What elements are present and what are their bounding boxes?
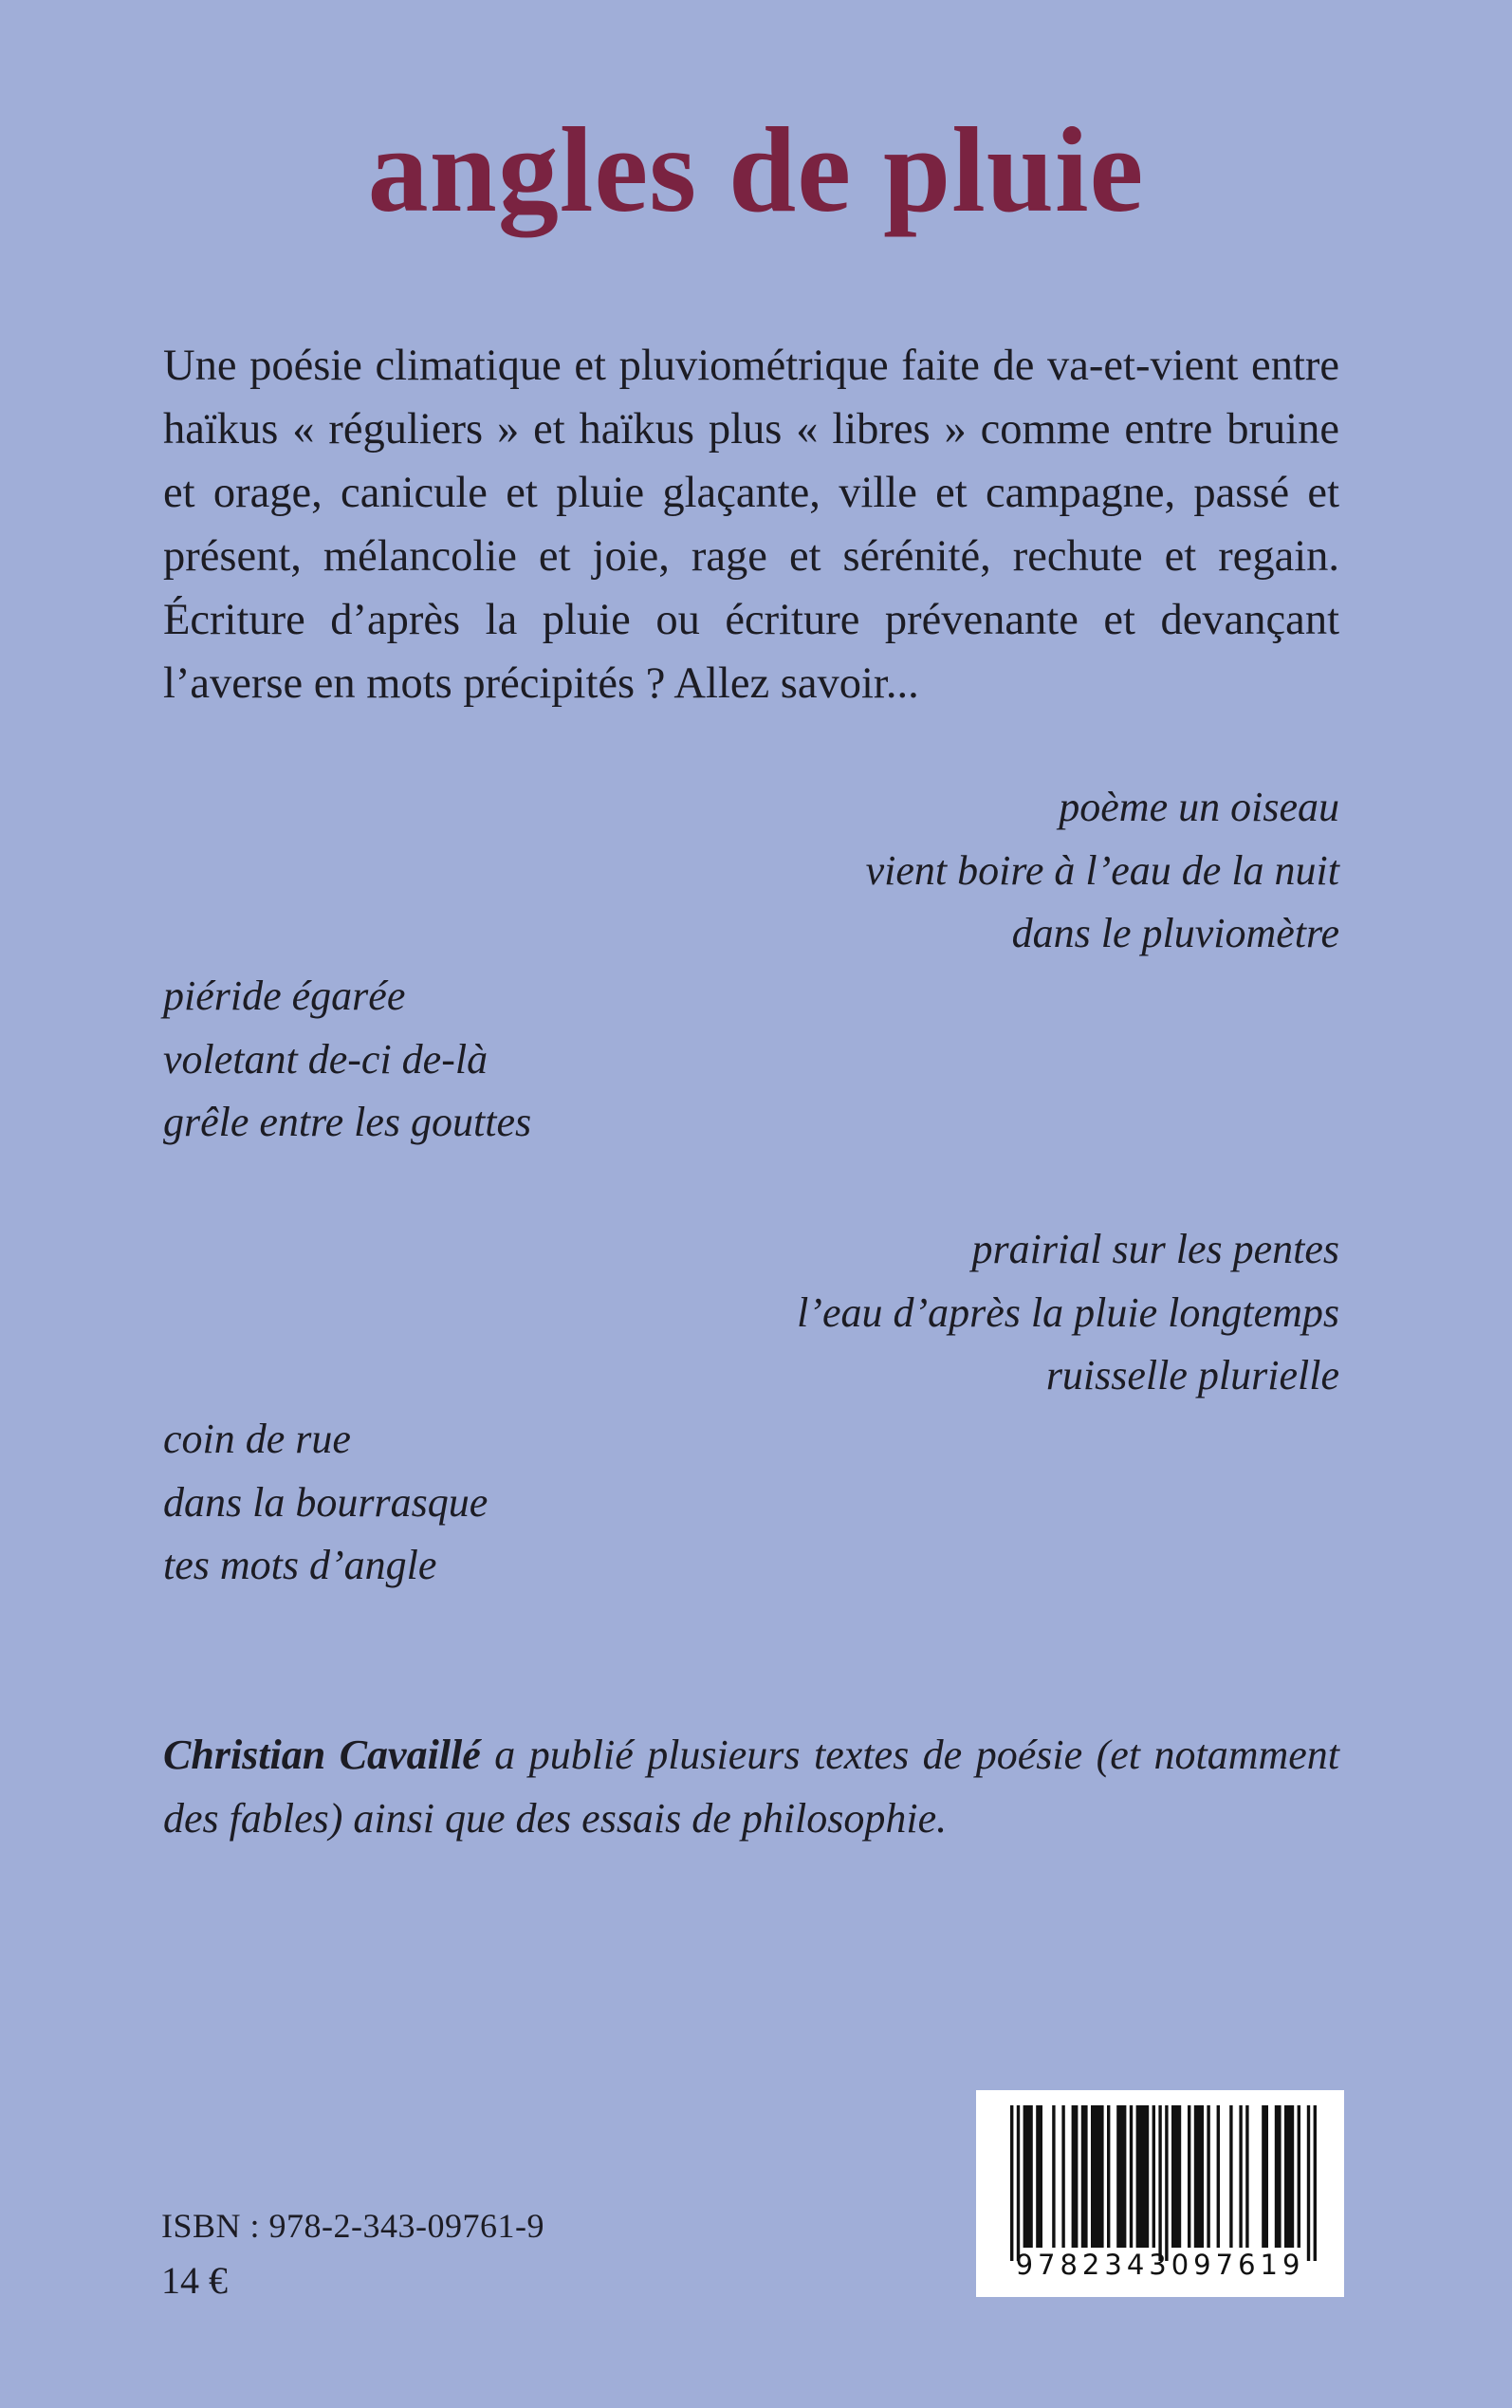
barcode-bar <box>1284 2105 1294 2248</box>
barcode-bar <box>1194 2105 1204 2248</box>
barcode-bar <box>1207 2105 1209 2248</box>
back-cover-blurb: Une poésie climatique et pluviométrique faite de va-et-vient entre haïkus « réguliers » et haïkus plus « libres » comme entre bruine et orage, canicule et pluie glaçante, ville et campagne, passé et présent, mélancolie et joie, rage et sérénité, rechute et regain. Écriture d’après la pluie ou écriture prévenante et devançant l’averse en mots précipités ? Allez savoir... <box>163 342 1339 708</box>
barcode-bar <box>1165 2105 1168 2261</box>
barcode-bar <box>1158 2105 1161 2261</box>
barcode-bar <box>1245 2105 1248 2248</box>
author-name: Christian Cavaillé <box>163 1732 481 1778</box>
isbn: ISBN : 978-2-343-09761-9 <box>161 2207 544 2245</box>
haiku-line: ruisselle plurielle <box>1045 1352 1339 1398</box>
haiku-3 <box>797 1218 1339 1408</box>
haiku-line: voletant de-ci de-là <box>163 1035 489 1083</box>
haiku-line: piéride égarée <box>163 972 406 1019</box>
barcode-bar <box>1010 2105 1013 2261</box>
haiku-2 <box>163 965 531 1155</box>
haiku-line: dans le pluviomètre <box>1011 910 1339 956</box>
barcode <box>976 2090 1344 2297</box>
barcode-bar <box>1188 2105 1190 2248</box>
barcode-bar <box>1171 2105 1181 2248</box>
barcode-bar <box>1130 2105 1133 2248</box>
barcode-bar <box>1262 2105 1268 2248</box>
barcode-bar <box>1052 2105 1055 2248</box>
haiku-line: prairial sur les pentes <box>971 1226 1339 1272</box>
barcode-bar <box>1081 2105 1088 2248</box>
barcode-bar <box>1072 2105 1079 2248</box>
haiku-line: dans la bourrasque <box>163 1478 489 1526</box>
barcode-bar <box>1136 2105 1150 2248</box>
haiku-line: poème un oiseau <box>1059 784 1339 830</box>
haiku-line: coin de rue <box>163 1416 351 1462</box>
barcode-bar <box>1036 2105 1042 2248</box>
haiku-line: vient boire à l’eau de la nuit <box>865 846 1339 894</box>
barcode-bar <box>1217 2105 1220 2248</box>
haiku-line: tes mots d’angle <box>163 1542 437 1588</box>
barcode-bar <box>1152 2105 1155 2248</box>
barcode-bar <box>1298 2105 1300 2248</box>
barcode-bar <box>1107 2105 1110 2248</box>
barcode-bar <box>1229 2105 1232 2248</box>
barcode-digits: 9782343097619 <box>1015 2249 1305 2281</box>
haiku-line: grêle entre les gouttes <box>163 1099 532 1145</box>
haiku-line: l’eau d’après la pluie longtemps <box>797 1288 1339 1336</box>
barcode-bar <box>1116 2105 1126 2248</box>
barcode-bar <box>1091 2105 1104 2248</box>
barcode-bar <box>1314 2105 1317 2261</box>
price: 14 € <box>161 2259 228 2302</box>
haiku-4 <box>163 1408 488 1598</box>
author-bio <box>163 1723 1339 1850</box>
author-bio-text: a publié plusieurs textes de poésie (et notamment des fables) ainsi que des essais de philosophie. <box>163 1732 1340 1842</box>
haiku-1 <box>866 776 1339 966</box>
barcode-bar <box>1275 2105 1282 2248</box>
book-title: angles de pluie <box>367 102 1145 237</box>
barcode-bar <box>1023 2105 1033 2248</box>
barcode-bar <box>1307 2105 1310 2261</box>
barcode-bar <box>1017 2105 1020 2261</box>
barcode-bar <box>1061 2105 1064 2248</box>
barcode-bar <box>1239 2105 1242 2248</box>
